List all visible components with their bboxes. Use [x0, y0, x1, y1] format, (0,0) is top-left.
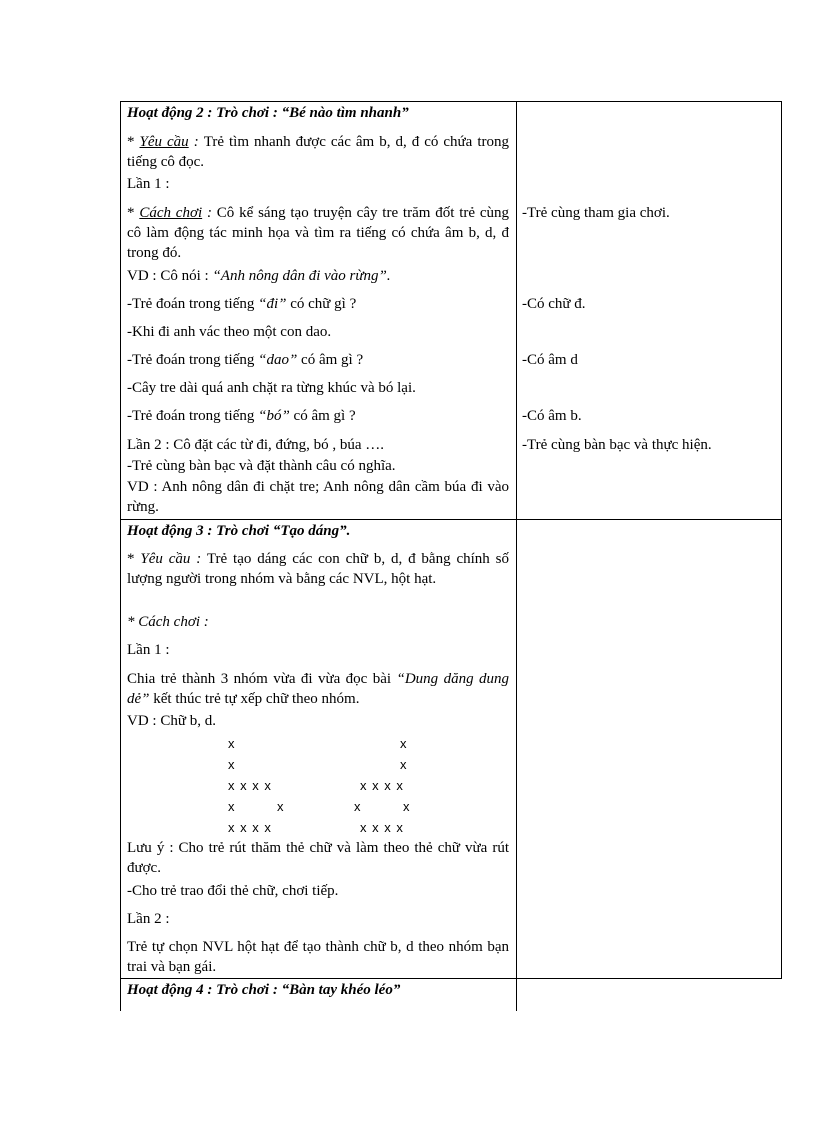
req-star: * — [127, 134, 140, 150]
letter-b-row: x — [228, 736, 236, 751]
section3-title — [127, 521, 350, 541]
table-column-divider — [516, 101, 517, 1011]
section2-line-chat: -Cây tre dài quá anh chặt ra từng khúc và bó lại. — [127, 380, 416, 396]
section3-title-prefix: Hoạt động 3 : Trò chơi — [127, 523, 273, 539]
letter-b-row: x x x x — [228, 778, 272, 793]
section3-exchange: -Cho trẻ trao đổi thẻ chữ, chơi tiếp. — [127, 883, 339, 899]
section4-game-name: “Bàn tay khéo léo” — [281, 982, 401, 998]
section2-title — [127, 103, 409, 123]
table-border-left — [120, 101, 121, 1011]
s3-req-star: * — [127, 551, 141, 567]
req-label: Yêu cầu — [139, 134, 189, 150]
s3-req-label: Yêu cầu : — [140, 551, 202, 567]
howto-label: Cách chơi — [139, 205, 203, 221]
q1-suffix: có chữ gì ? — [286, 296, 357, 312]
para-prefix: Chia trẻ thành 3 nhóm vừa đi vừa đọc bài — [127, 671, 397, 687]
row-divider-2 — [120, 978, 782, 979]
q3-suffix: có âm gì ? — [289, 408, 356, 424]
section4-title — [127, 980, 400, 1000]
response-4: -Có âm b. — [522, 408, 582, 424]
q3-prefix: -Trẻ đoán trong tiếng — [127, 408, 259, 424]
letter-b-row: x x x x — [228, 820, 272, 835]
response-3: -Có âm d — [522, 352, 578, 368]
section2-question-3 — [127, 406, 356, 426]
section2-game-name: “Bé nào tìm nhanh” — [281, 105, 409, 121]
letter-d-row: x — [400, 736, 408, 751]
letter-b-row: x — [228, 757, 236, 772]
section3-note: Lưu ý : Cho trẻ rút thăm thẻ chữ và làm theo thẻ chữ vừa rút được. — [127, 840, 509, 876]
section2-howto — [127, 203, 509, 263]
section3-requirement — [127, 549, 509, 589]
response-1: -Trẻ cùng tham gia chơi. — [522, 205, 670, 221]
table-border-top — [120, 101, 782, 102]
q2-suffix: có âm gì ? — [297, 352, 364, 368]
section3-paragraph — [127, 669, 509, 709]
q3-word: “bó” — [258, 408, 290, 424]
vd-quote: “Anh nông dân đi vào rừng”. — [212, 268, 391, 284]
section2-lan1: Lần 1 : — [127, 176, 170, 192]
howto-text: Cô kể sáng tạo truyện cây tre trăm đốt trẻ cùng cô làm động tác minh họa và tìm ra tiếng có chứa âm b, d, đ trong đó. — [127, 205, 510, 261]
letter-d-row: x x x x — [360, 778, 404, 793]
section2-line-dao: -Khi đi anh vác theo một con dao. — [127, 324, 332, 340]
letter-d-row: x — [400, 757, 408, 772]
row-divider-1 — [120, 519, 782, 520]
s3-req-text: Trẻ tạo dáng các con chữ b, d, đ bằng chính số lượng người trong nhóm và bằng các NVL, hột hạt. — [127, 551, 510, 587]
response-2: -Có chữ đ. — [522, 296, 586, 312]
section2-lan2-line2: -Trẻ cùng bàn bạc và đặt thành câu có nghĩa. — [127, 458, 396, 474]
section2-question-1 — [127, 294, 356, 314]
req-text: Trẻ tìm nhanh được các âm b, d, đ có chứa trong tiếng cô đọc. — [127, 134, 510, 170]
response-5: -Trẻ cùng bàn bạc và thực hiện. — [522, 437, 712, 453]
q1-word: “đi” — [258, 296, 287, 312]
section2-lan2: Lần 2 : Cô đặt các từ đi, đứng, bó , búa …. — [127, 437, 385, 453]
howto-colon: : — [202, 205, 217, 221]
para-quote: “Dung dăng dung dẻ” — [127, 671, 509, 707]
howto-star: * — [127, 205, 140, 221]
section4-title-prefix: Hoạt động 4 : Trò chơi : — [127, 982, 282, 998]
section3-howto: * Cách chơi : — [127, 614, 209, 630]
letter-b-row: x x — [228, 799, 285, 814]
letter-d-row: x x — [354, 799, 411, 814]
req-colon: : — [188, 134, 204, 150]
q1-prefix: -Trẻ đoán trong tiếng — [127, 296, 259, 312]
letter-d-row: x x x x — [360, 820, 404, 835]
vd-prefix: VD : Cô nói : — [127, 268, 213, 284]
q2-word: “dao” — [258, 352, 298, 368]
section2-question-2 — [127, 350, 363, 370]
table-border-right — [781, 101, 782, 979]
section3-game-name: “Tạo dáng”. — [272, 523, 351, 539]
section2-title-prefix: Hoạt động 2 : Trò chơi : — [127, 105, 282, 121]
q2-prefix: -Trẻ đoán trong tiếng — [127, 352, 259, 368]
para-suffix: kết thúc trẻ tự xếp chữ theo nhóm. — [149, 691, 360, 707]
section3-lan2: Lần 2 : — [127, 911, 170, 927]
section3-lan2-text: Trẻ tự chọn NVL hột hạt để tạo thành chữ b, d theo nhóm bạn trai và bạn gái. — [127, 939, 509, 975]
section3-example: VD : Chữ b, d. — [127, 713, 216, 729]
section2-lan2-example: VD : Anh nông dân đi chặt tre; Anh nông dân cầm búa đi vào rừng. — [127, 479, 509, 515]
section2-requirement — [127, 132, 509, 172]
section2-example — [127, 266, 391, 286]
section3-lan1: Lần 1 : — [127, 642, 170, 658]
